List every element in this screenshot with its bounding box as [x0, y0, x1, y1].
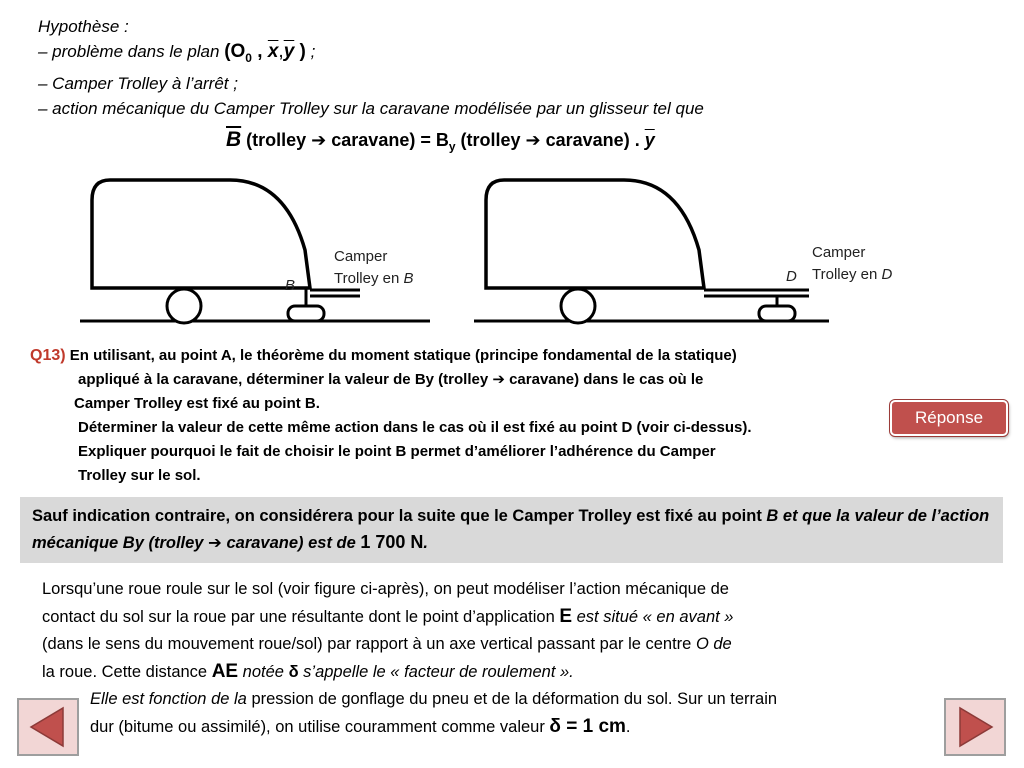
assumption-note: [20, 497, 1003, 563]
para-line4: [42, 658, 962, 686]
question-13: [30, 344, 880, 488]
distance-ae: AE: [211, 661, 239, 682]
hypothesis-line-plane: [38, 39, 868, 71]
q13-line2: appliqué à la caravane, déterminer la valeur de By (trolley ➔ caravane) dans le cas où le: [78, 371, 704, 388]
formula-part2: (trolley ➔ caravane) .: [455, 130, 645, 150]
vector-b: $\overline{B}$: [226, 128, 242, 151]
q13-line1: En utilisant, au point A, le théorème du moment statique (principe fondamental de la statique): [65, 347, 737, 364]
next-slide-button[interactable]: [944, 698, 1006, 756]
para-l2b: est situé « en avant »: [572, 608, 734, 626]
note-end: .: [423, 534, 429, 552]
q13-line3: Camper Trolley est fixé au point B.: [74, 395, 320, 412]
origin-sub: 0: [245, 50, 252, 65]
hypothesis-block: [38, 14, 868, 121]
figure-trolley-d: [474, 170, 914, 330]
question-number: Q13): [30, 347, 66, 364]
reponse-button[interactable]: Réponse: [890, 400, 1008, 436]
glisseur-formula: [226, 128, 655, 154]
vector-x: $\overline{x}$: [267, 41, 279, 62]
para-line2: [42, 603, 962, 631]
formula-part1: (trolley ➔ caravane) = B: [241, 130, 449, 150]
para-l4a: la roue. Cette distance: [42, 663, 212, 681]
hypothesis-title: Hypothèse :: [38, 17, 129, 36]
delta-value: δ = 1 cm: [549, 716, 626, 737]
plane-comma: ,: [251, 41, 268, 62]
note-part1: Sauf indication contraire, on considérera pour la suite que le Camper Trolley est fixé au point: [32, 507, 767, 525]
para-line1: Lorsqu’une roue roule sur le sol (voir figure ci-après), on peut modéliser l’action mécanique de: [42, 580, 729, 598]
point-e: E: [559, 606, 573, 627]
caravan-drawing-d: [474, 170, 834, 330]
note-part2: B et que la valeur de l’action mécanique By (trolley ➔ caravane) est de: [32, 507, 990, 552]
figure-trolley-b: [80, 170, 440, 330]
note-value: 1 700 N: [360, 532, 424, 552]
para-l5a: Elle est fonction de la: [90, 690, 247, 708]
formula-sub-y: y: [448, 139, 456, 154]
previous-slide-button[interactable]: [17, 698, 79, 756]
point-d-label: D: [786, 268, 797, 285]
delta-symbol: δ: [288, 663, 299, 681]
q13-line6: Trolley sur le sol.: [78, 467, 201, 484]
vector-y-unit: $\overline{y}$: [644, 130, 655, 150]
figure-b-label-l1: Camper: [334, 248, 388, 265]
para-l5b: pression de gonflage du pneu et de la déformation du sol. Sur un terrain: [246, 690, 778, 708]
vector-sep: ,: [278, 41, 284, 62]
para-l3a: (dans le sens du mouvement roue/sol) par rapport à un axe vertical passant par le centre: [42, 635, 696, 653]
para-l6a: dur (bitume ou assimilé), on utilise couramment comme valeur: [90, 718, 550, 736]
para-l2a: contact du sol sur la roue par une résultante dont le point d’application: [42, 608, 560, 626]
figure-b-label-pt: B: [403, 270, 414, 287]
arrow-right-icon: [946, 700, 1004, 754]
figure-d-label-l1: Camper: [812, 244, 866, 261]
para-l6end: .: [625, 718, 631, 736]
para-line5: [42, 686, 962, 713]
plane-end: ;: [305, 42, 316, 61]
figure-d-label-l2: Trolley en: [812, 266, 882, 283]
vector-y: $\overline{y}$: [283, 41, 295, 62]
q13-line4: Déterminer la valeur de cette même action dans le cas où il est fixé au point D (voir ci-dessus).: [78, 419, 752, 436]
para-l3b: O de: [695, 635, 732, 653]
figure-b-label-l2: Trolley en: [334, 270, 404, 287]
para-l4c: s’appelle le « facteur de roulement ».: [298, 663, 574, 681]
para-line3: [42, 631, 962, 658]
figure-d-label: [812, 242, 892, 286]
hypothesis-line-stopped: – Camper Trolley à l’arrêt ;: [38, 73, 238, 93]
figure-d-label-pt: D: [881, 266, 893, 283]
q13-line5: Expliquer pourquoi le fait de choisir le point B permet d’améliorer l’adhérence du Camper: [78, 443, 716, 460]
plane-close: ): [294, 41, 306, 62]
point-b-label: B: [285, 277, 296, 294]
para-l4b: notée: [238, 663, 289, 681]
figure-b-label: [334, 246, 414, 290]
plane-text: – problème dans le plan: [38, 42, 225, 61]
para-line6: [42, 713, 962, 741]
arrow-left-icon: [19, 700, 77, 754]
hypothesis-line-action: – action mécanique du Camper Trolley sur la caravane modélisée par un glisseur tel que: [38, 98, 704, 118]
rolling-factor-paragraph: [42, 576, 962, 741]
origin-label: (O: [224, 41, 246, 62]
